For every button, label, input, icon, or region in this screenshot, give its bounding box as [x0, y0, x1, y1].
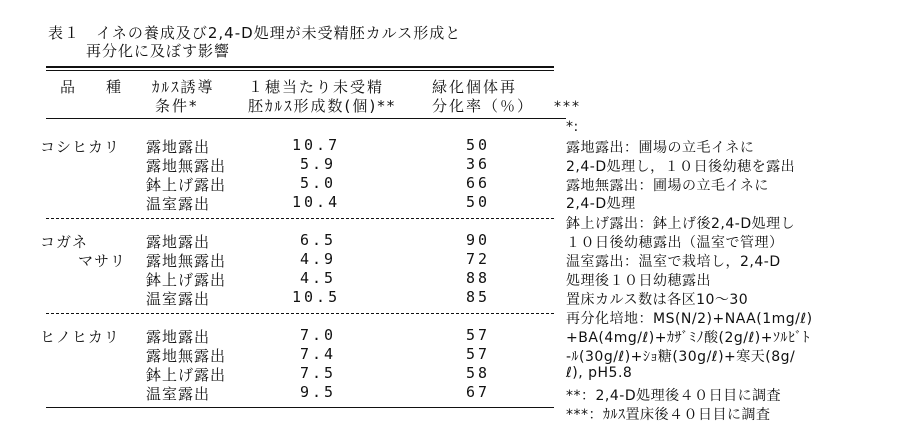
top-rule-inner — [46, 70, 554, 71]
rate-cell: 67 — [466, 383, 491, 401]
count-cell: 10.4 — [292, 193, 341, 211]
condition-cell: 鉢上げ露出 — [146, 366, 227, 384]
condition-cell: 温室露出 — [146, 290, 211, 308]
group-divider — [46, 313, 554, 314]
count-cell: 7.4 — [300, 345, 337, 363]
rate-cell: 58 — [466, 364, 491, 382]
footnote-line: +BA(4mg/ℓ)+ｶｻﾞﾐﾉ酸(2g/ℓ)+ｿﾙﾋﾞﾄ — [566, 330, 810, 346]
rate-cell: 36 — [466, 155, 491, 173]
condition-cell: 鉢上げ露出 — [146, 271, 227, 289]
footnote-line: 鉢上げ露出：鉢上げ後2,4-D処理し — [566, 216, 796, 232]
rate-cell: 57 — [466, 345, 491, 363]
variety-koshihikari: コシヒカリ — [40, 138, 121, 156]
header-count-line-1: １穂当たり未受精 — [248, 78, 385, 96]
condition-cell: 露地無露出 — [146, 252, 227, 270]
count-cell: 7.0 — [300, 326, 337, 344]
rate-cell: 66 — [466, 174, 491, 192]
header-condition-line-1: ｶﾙｽ誘導 — [152, 78, 215, 96]
rate-cell: 72 — [466, 250, 491, 268]
footnote-line: ℓ), pH5.8 — [566, 365, 633, 381]
footnote-line: -ﾙ(30g/ℓ)+ｼｮ糖(30g/ℓ)+寒天(8g/ — [566, 349, 796, 365]
header-count-line-2: 胚ｶﾙｽ形成数(個)** — [248, 97, 397, 115]
rate-cell: 50 — [466, 136, 491, 154]
header-rule — [46, 118, 566, 119]
condition-cell: 鉢上げ露出 — [146, 176, 227, 194]
variety-kogane-line-2: マサリ — [78, 252, 127, 270]
top-rule — [46, 66, 554, 68]
count-cell: 6.5 — [300, 231, 337, 249]
condition-cell: 温室露出 — [146, 195, 211, 213]
footnote-line: 2,4-D処理し，１０日後幼穂を露出 — [566, 159, 796, 175]
table-caption-line-2: 再分化に及ぼす影響 — [86, 42, 231, 60]
condition-cell: 露地無露出 — [146, 347, 227, 365]
count-cell: 10.5 — [292, 288, 341, 306]
rate-cell: 90 — [466, 231, 491, 249]
header-rate-mark: *** — [554, 99, 581, 115]
rate-cell: 85 — [466, 288, 491, 306]
footnote-line: 再分化培地：MS(N/2)+NAA(1mg/ℓ) — [566, 311, 813, 327]
footnote-line: ***：ｶﾙｽ置床後４０日目に調査 — [566, 407, 771, 423]
footnote-line: 露地露出：圃場の立毛イネに — [566, 140, 755, 156]
table-caption-line-1: 表１ イネの養成及び2,4-D処理が未受精胚カルス形成と — [48, 24, 462, 42]
header-condition-line-2: 条件* — [155, 97, 199, 115]
variety-kogane-line-1: コガネ — [40, 233, 89, 251]
footnote-line: 温室露出：温室で栽培し，2,4-D — [566, 254, 781, 270]
footnote-line: １０日後幼穂露出（温室で管理） — [566, 235, 784, 251]
count-cell: 4.5 — [300, 269, 337, 287]
variety-hinohikari: ヒノヒカリ — [40, 328, 120, 346]
footnote-line: 2,4-D処理 — [566, 196, 636, 212]
footnote-line: 処理後１０日幼穂露出 — [566, 273, 711, 289]
footnote-line: 置床カルス数は各区10～30 — [566, 292, 749, 308]
bottom-rule — [46, 407, 554, 408]
count-cell: 5.0 — [300, 174, 337, 192]
rate-cell: 88 — [466, 269, 491, 287]
count-cell: 4.9 — [300, 250, 337, 268]
footnote-line: **：2,4-D処理後４０日目に調査 — [566, 388, 782, 404]
header-rate-line-2: 分化率（％） — [432, 97, 535, 115]
rate-cell: 50 — [466, 193, 491, 211]
count-cell: 5.9 — [300, 155, 337, 173]
condition-cell: 露地露出 — [146, 138, 211, 156]
footnote-line: *: — [566, 119, 579, 135]
footnote-line: 露地無露出：圃場の立毛イネに — [566, 178, 769, 194]
rate-cell: 57 — [466, 326, 491, 344]
header-variety: 品 種 — [60, 78, 130, 96]
condition-cell: 露地無露出 — [146, 157, 227, 175]
condition-cell: 露地露出 — [146, 328, 211, 346]
header-rate-line-1: 緑化個体再 — [432, 78, 518, 96]
condition-cell: 温室露出 — [146, 385, 211, 403]
count-cell: 9.5 — [300, 383, 337, 401]
count-cell: 10.7 — [292, 136, 341, 154]
count-cell: 7.5 — [300, 364, 337, 382]
condition-cell: 露地露出 — [146, 233, 211, 251]
group-divider — [46, 218, 554, 219]
